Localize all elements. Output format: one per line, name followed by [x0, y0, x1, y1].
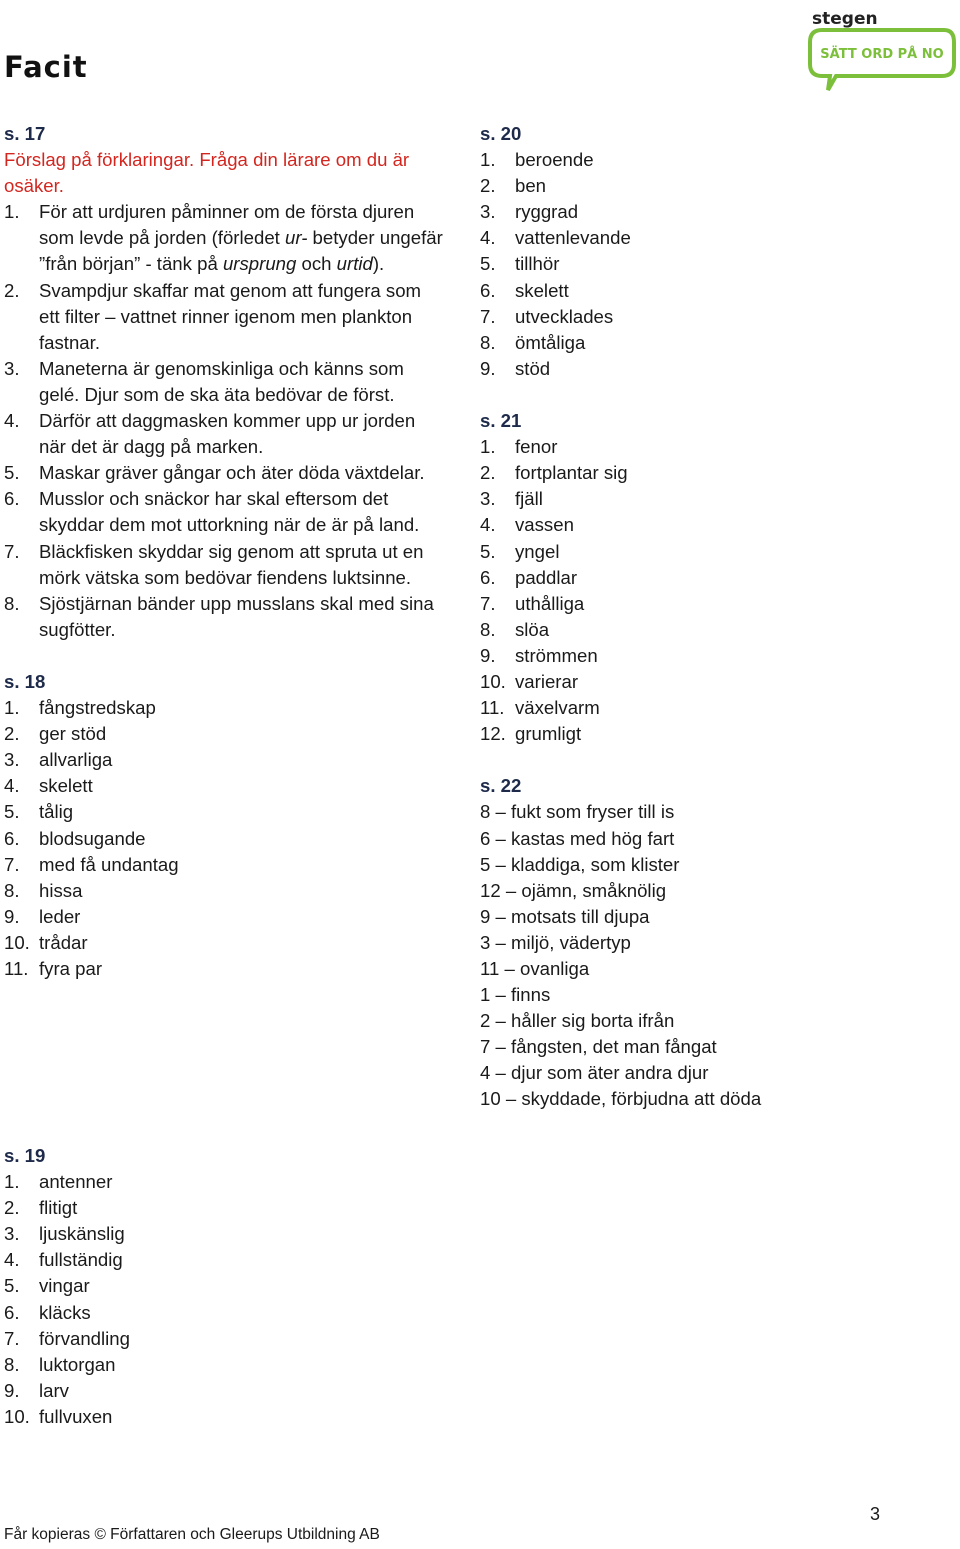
- item-text: skelett: [39, 775, 93, 797]
- item-number: 8.: [4, 879, 20, 901]
- logo-tagline-text: SÄTT ORD PÅ NO: [820, 47, 944, 62]
- list-item: [4, 904, 444, 930]
- item-number: 10.: [4, 1405, 30, 1427]
- item-number: 10.: [4, 931, 30, 953]
- list-item: [4, 408, 444, 460]
- item-text: Sjöstjärnan bänder upp musslans skal med sina sugfötter.: [39, 592, 434, 640]
- list-item: [480, 356, 950, 382]
- list-item: 12 – ojämn, småknölig: [480, 879, 667, 901]
- item-text: vassen: [515, 514, 574, 536]
- list-item: [4, 486, 444, 538]
- item-text: För att urdjuren påminner om de första djuren som levde på jorden (förledet ur- betyder ungefär ”från början” - tänk på ursprung och urtid).: [39, 201, 443, 275]
- section-title: s. 19: [4, 1145, 46, 1166]
- item-number: 4.: [480, 514, 496, 536]
- item-text: växelvarm: [515, 697, 600, 719]
- item-number: 7.: [480, 592, 496, 614]
- item-text: trådar: [39, 931, 88, 953]
- item-number: 1.: [4, 1171, 20, 1193]
- item-number: 4.: [480, 227, 496, 249]
- answer-list: [480, 799, 950, 1112]
- list-item: [480, 565, 950, 591]
- item-text: uthålliga: [515, 592, 585, 614]
- item-text: ger stöd: [39, 723, 107, 745]
- item-text: vattenlevande: [515, 227, 631, 249]
- list-item: [480, 330, 950, 356]
- list-item: [480, 278, 950, 304]
- section-title: s. 20: [480, 123, 522, 144]
- item-number: 1.: [480, 436, 496, 458]
- answer-list: [4, 199, 444, 643]
- item-text: Bläckfisken skyddar sig genom att spruta ut en mörk vätska som bedövar fiendens luktsinne.: [39, 540, 424, 588]
- item-number: 7.: [4, 540, 20, 562]
- item-text: antenner: [39, 1171, 113, 1193]
- list-item: 6 – kastas med hög fart: [480, 827, 675, 849]
- list-item: [4, 1378, 444, 1404]
- item-number: 7.: [480, 305, 496, 327]
- item-number: 2.: [480, 462, 496, 484]
- list-item: [480, 695, 950, 721]
- item-text: ljuskänslig: [39, 1223, 125, 1245]
- list-item: [480, 643, 950, 669]
- item-number: 5.: [4, 801, 20, 823]
- item-text: fortplantar sig: [515, 462, 628, 484]
- item-number: 3.: [480, 488, 496, 510]
- item-text: paddlar: [515, 566, 578, 588]
- answer-list: [4, 695, 444, 982]
- list-item: 9 – motsats till djupa: [480, 905, 650, 927]
- list-item: [4, 721, 444, 747]
- list-item: 8 – fukt som fryser till is: [480, 801, 675, 823]
- item-number: 11.: [4, 958, 29, 979]
- item-text: Svampdjur skaffar mat genom att fungera som ett filter – vattnet rinner igenom men plankton fastnar.: [39, 279, 422, 353]
- item-text: tillhör: [515, 253, 560, 275]
- section-s22: [480, 773, 950, 1112]
- item-number: 5.: [4, 1275, 20, 1297]
- item-text: slöa: [515, 618, 550, 640]
- section-title: s. 22: [480, 775, 522, 797]
- list-item: 3 – miljö, vädertyp: [480, 931, 631, 953]
- list-item: [480, 434, 950, 460]
- item-text: strömmen: [515, 644, 598, 666]
- section-s18: [4, 669, 444, 982]
- item-text: kläcks: [39, 1301, 91, 1323]
- item-text: ryggrad: [515, 201, 579, 223]
- item-number: 7.: [4, 1327, 20, 1349]
- item-number: 1.: [4, 201, 20, 223]
- list-item: [4, 1273, 444, 1299]
- item-number: 5.: [480, 253, 496, 275]
- item-text: Maskar gräver gångar och äter döda växtdelar.: [39, 462, 425, 484]
- item-text: Maneterna är genomskinliga och känns som gelé. Djur som de ska äta bedövar de först.: [39, 357, 404, 405]
- left-column: [4, 121, 444, 1008]
- item-text: larv: [39, 1379, 69, 1401]
- item-text: luktorgan: [39, 1353, 116, 1375]
- item-number: 2.: [480, 175, 496, 197]
- list-item: [4, 773, 444, 799]
- list-item: [4, 1195, 444, 1221]
- item-text: beroende: [515, 149, 594, 171]
- item-text: hissa: [39, 879, 83, 901]
- item-text: flitigt: [39, 1197, 78, 1219]
- list-item: [480, 251, 950, 277]
- list-item: [4, 591, 444, 643]
- item-number: 6.: [4, 827, 20, 849]
- list-item: 2 – håller sig borta ifrån: [480, 1010, 675, 1032]
- section-s21: [480, 408, 950, 747]
- list-item: [4, 747, 444, 773]
- list-item: [4, 1169, 444, 1195]
- item-number: 6.: [480, 279, 496, 301]
- item-number: 4.: [4, 775, 20, 797]
- section-intro: Förslag på förklaringar. Fråga din lärare om du är osäker.: [4, 149, 410, 197]
- list-item: [480, 460, 950, 486]
- answer-list: [480, 147, 950, 382]
- item-number: 8.: [4, 1353, 20, 1375]
- list-item: [4, 278, 444, 356]
- section-title: s. 17: [4, 123, 46, 144]
- list-item: [4, 356, 444, 408]
- list-item: [4, 956, 444, 982]
- item-text: fullständig: [39, 1249, 123, 1271]
- item-text: fjäll: [515, 488, 543, 510]
- item-number: 2.: [4, 723, 20, 745]
- item-text: allvarliga: [39, 749, 113, 771]
- item-text: blodsugande: [39, 827, 146, 849]
- list-item: 7 – fångsten, det man fångat: [480, 1036, 717, 1058]
- item-number: 11.: [480, 697, 505, 719]
- item-text: ben: [515, 175, 547, 197]
- item-number: 3.: [480, 201, 496, 223]
- logo-graphic: [806, 4, 956, 96]
- item-text: utvecklades: [515, 305, 614, 327]
- section-title: s. 21: [480, 410, 522, 432]
- list-item: [480, 617, 950, 643]
- item-number: 9.: [4, 1379, 20, 1401]
- list-item: [480, 147, 950, 173]
- item-number: 2.: [4, 1197, 20, 1219]
- item-number: 7.: [4, 853, 20, 875]
- item-text: fullvuxen: [39, 1405, 113, 1427]
- item-text: Musslor och snäckor har skal eftersom det skyddar dem mot uttorkning när de är på land.: [39, 488, 420, 536]
- item-number: 9.: [480, 644, 496, 666]
- item-number: 6.: [480, 566, 496, 588]
- item-number: 8.: [4, 592, 20, 614]
- item-number: 3.: [4, 1223, 20, 1245]
- item-number: 8.: [480, 331, 496, 353]
- section-s20: [480, 121, 950, 382]
- list-item: 5 – kladdiga, som klister: [480, 853, 680, 875]
- stegen-logo: [806, 4, 956, 96]
- list-item: 1 – finns: [480, 984, 551, 1006]
- item-text: Därför att daggmasken kommer upp ur jorden när det är dagg på marken.: [39, 410, 416, 458]
- list-item: [480, 721, 950, 747]
- item-number: 5.: [480, 540, 496, 562]
- list-item: [4, 695, 444, 721]
- page-number: 3: [870, 1504, 881, 1524]
- logo-brand-text: stegen: [812, 9, 878, 29]
- list-item: [480, 225, 950, 251]
- list-item: [480, 669, 950, 695]
- list-item: [4, 1300, 444, 1326]
- item-text: stöd: [515, 357, 551, 379]
- right-column: [480, 121, 950, 1139]
- item-number: 8.: [480, 618, 496, 640]
- list-item: [4, 826, 444, 852]
- item-number: 12.: [480, 723, 506, 745]
- list-item: 10 – skyddade, förbjudna att döda: [480, 1088, 762, 1110]
- page-title: Facit: [4, 50, 88, 84]
- item-number: 3.: [4, 749, 20, 771]
- list-item: [4, 878, 444, 904]
- list-item: [4, 1326, 444, 1352]
- section-title: s. 18: [4, 670, 46, 692]
- list-item: [4, 199, 444, 277]
- item-number: 9.: [480, 357, 496, 379]
- list-item: [4, 799, 444, 825]
- item-text: fyra par: [39, 958, 103, 979]
- item-text: yngel: [515, 540, 560, 562]
- item-number: 9.: [4, 905, 20, 927]
- item-number: 4.: [4, 1249, 20, 1271]
- item-text: grumligt: [515, 723, 582, 745]
- item-text: fenor: [515, 436, 558, 458]
- item-number: 4.: [4, 410, 20, 432]
- item-number: 10.: [480, 670, 506, 692]
- item-text: tålig: [39, 801, 74, 823]
- item-text: fångstredskap: [39, 697, 156, 719]
- item-text: varierar: [515, 670, 579, 692]
- item-number: 3.: [4, 357, 20, 379]
- item-number: 1.: [480, 149, 496, 171]
- list-item: [480, 539, 950, 565]
- item-number: 6.: [4, 1301, 20, 1323]
- list-item: [480, 173, 950, 199]
- item-text: förvandling: [39, 1327, 130, 1349]
- list-item: [480, 199, 950, 225]
- list-item: [4, 1247, 444, 1273]
- section-s17: [4, 121, 444, 643]
- item-text: med få undantag: [39, 853, 179, 875]
- list-item: [480, 304, 950, 330]
- item-number: 6.: [4, 488, 20, 510]
- list-item: [480, 591, 950, 617]
- left-column-lower: [4, 1143, 444, 1456]
- item-text: skelett: [515, 279, 569, 301]
- item-text: leder: [39, 905, 81, 927]
- list-item: [4, 1221, 444, 1247]
- item-number: 2.: [4, 279, 20, 301]
- list-item: [4, 930, 444, 956]
- answer-list: [480, 434, 950, 747]
- list-item: [480, 486, 950, 512]
- answer-list: [4, 1169, 444, 1430]
- list-item: [4, 1404, 444, 1430]
- copyright-footer: Får kopieras © Författaren och Gleerups Utbildning AB: [4, 1526, 380, 1543]
- section-s19: [4, 1143, 444, 1430]
- item-text: vingar: [39, 1275, 90, 1297]
- list-item: 11 – ovanliga: [480, 958, 590, 979]
- item-number: 1.: [4, 697, 20, 719]
- list-item: [4, 539, 444, 591]
- list-item: [4, 852, 444, 878]
- item-number: 5.: [4, 462, 20, 484]
- item-text: ömtåliga: [515, 331, 586, 353]
- list-item: [4, 1352, 444, 1378]
- list-item: [4, 460, 444, 486]
- list-item: 4 – djur som äter andra djur: [480, 1062, 709, 1084]
- list-item: [480, 512, 950, 538]
